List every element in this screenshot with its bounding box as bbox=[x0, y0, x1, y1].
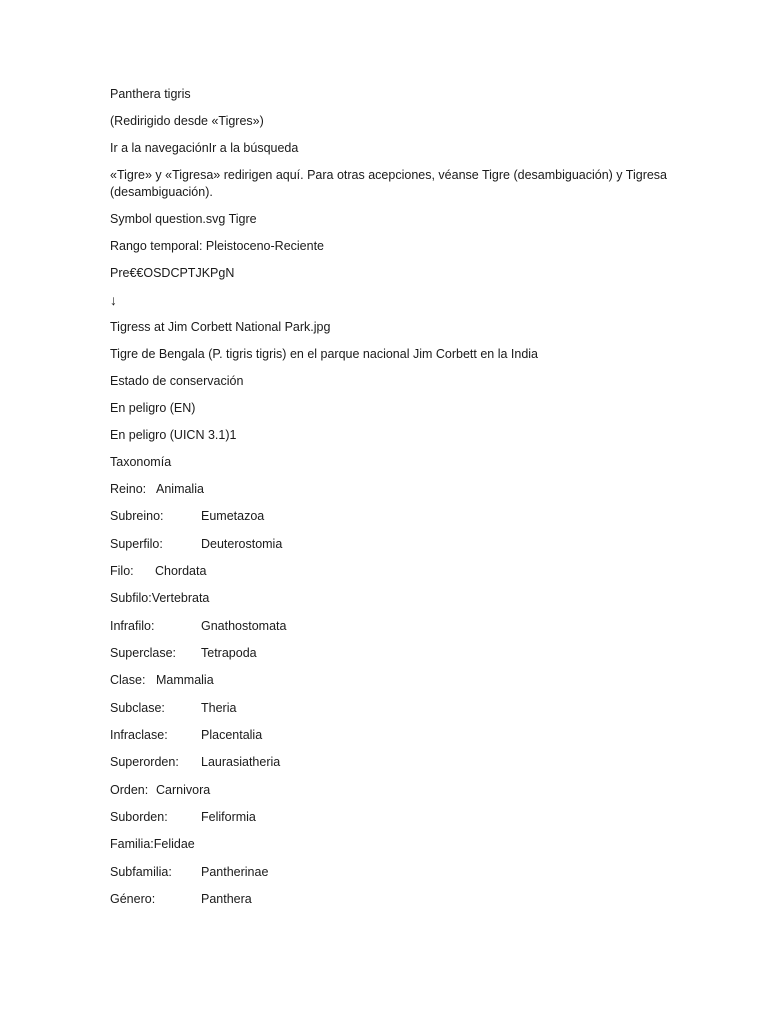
disambiguation-note: «Tigre» y «Tigresa» redirigen aquí. Para otras acepciones, véanse Tigre (desambiguación) y Tigresa (desambiguación). bbox=[110, 168, 668, 199]
taxonomy-list bbox=[110, 481, 670, 908]
taxonomy-value: Felidae bbox=[153, 837, 195, 852]
taxonomy-row-subreino bbox=[110, 508, 670, 525]
symbol-line: Symbol question.svg Tigre bbox=[110, 212, 257, 226]
down-arrow-icon: ↓ bbox=[110, 292, 117, 308]
conservation-status: En peligro (EN) bbox=[110, 401, 196, 415]
taxonomy-value: Carnivora bbox=[156, 782, 211, 797]
taxonomy-row-infrafilo bbox=[110, 618, 670, 635]
temporal-range: Rango temporal: Pleistoceno-Reciente bbox=[110, 239, 325, 253]
taxonomy-value: Deuterostomia bbox=[201, 536, 283, 551]
taxonomy-label: Subclase: bbox=[110, 700, 165, 715]
taxonomy-label: Clase: bbox=[110, 673, 146, 688]
taxonomy-label: Reino: bbox=[110, 482, 147, 496]
taxonomy-value: Animalia bbox=[156, 482, 204, 496]
conservation-iucn: En peligro (UICN 3.1)1 bbox=[110, 428, 237, 442]
taxonomy-row-reino bbox=[110, 481, 670, 498]
image-filename: Tigress at Jim Corbett National Park.jpg bbox=[110, 320, 331, 334]
taxonomy-row-familia bbox=[110, 836, 670, 853]
taxonomy-row-suborden bbox=[110, 809, 670, 826]
taxonomy-row-superorden bbox=[110, 754, 670, 771]
taxonomy-value: Pantherinae bbox=[201, 864, 269, 879]
taxonomy-value: Chordata bbox=[155, 564, 207, 579]
taxonomy-value: Placentalia bbox=[201, 728, 263, 743]
taxonomy-row-clase bbox=[110, 672, 670, 689]
redirect-note: (Redirigido desde «Tigres») bbox=[110, 114, 264, 128]
taxonomy-row-superfilo bbox=[110, 536, 670, 553]
taxonomy-value: Theria bbox=[201, 700, 237, 715]
taxonomy-row-infraclase bbox=[110, 727, 670, 744]
taxonomy-label: Superclase: bbox=[110, 646, 177, 661]
taxonomy-label: Orden: bbox=[110, 782, 149, 797]
taxonomy-row-filo bbox=[110, 563, 670, 580]
taxonomy-label: Superorden: bbox=[110, 755, 179, 770]
taxonomy-label: Suborden: bbox=[110, 810, 168, 825]
timescale-text: Pre€€OSDCPTJKPgN bbox=[110, 266, 235, 280]
taxonomy-row-subfamilia bbox=[110, 864, 670, 881]
taxonomy-row-orden bbox=[110, 782, 670, 799]
taxonomy-value: Eumetazoa bbox=[201, 509, 265, 524]
taxonomy-label: Infraclase: bbox=[110, 728, 168, 743]
taxonomy-value: Vertebrata bbox=[151, 591, 210, 606]
navigation-links: Ir a la navegaciónIr a la búsqueda bbox=[110, 141, 299, 155]
taxonomy-value: Mammalia bbox=[156, 673, 214, 688]
conservation-heading: Estado de conservación bbox=[110, 374, 244, 388]
taxonomy-label: Subfilo: bbox=[110, 591, 152, 606]
document-body bbox=[110, 86, 670, 919]
taxonomy-row-subfilo bbox=[110, 590, 670, 607]
image-caption: Tigre de Bengala (P. tigris tigris) en el parque nacional Jim Corbett en la India bbox=[110, 347, 539, 361]
taxonomy-value: Gnathostomata bbox=[201, 618, 287, 633]
taxonomy-value: Laurasiatheria bbox=[201, 755, 281, 770]
taxonomy-row-subclase bbox=[110, 700, 670, 717]
taxonomy-value: Panthera bbox=[201, 892, 252, 907]
taxonomy-label: Superfilo: bbox=[110, 536, 163, 551]
taxonomy-heading: Taxonomía bbox=[110, 455, 172, 469]
taxonomy-label: Familia: bbox=[110, 837, 154, 852]
taxonomy-value: Feliformia bbox=[201, 810, 256, 825]
taxonomy-label: Género: bbox=[110, 892, 156, 907]
taxonomy-label: Subreino: bbox=[110, 509, 164, 524]
taxonomy-value: Tetrapoda bbox=[201, 646, 257, 661]
page-title: Panthera tigris bbox=[110, 87, 191, 101]
taxonomy-label: Filo: bbox=[110, 564, 134, 579]
taxonomy-label: Subfamilia: bbox=[110, 864, 172, 879]
taxonomy-row-superclase bbox=[110, 645, 670, 662]
taxonomy-label: Infrafilo: bbox=[110, 618, 155, 633]
taxonomy-row-genero bbox=[110, 891, 670, 908]
